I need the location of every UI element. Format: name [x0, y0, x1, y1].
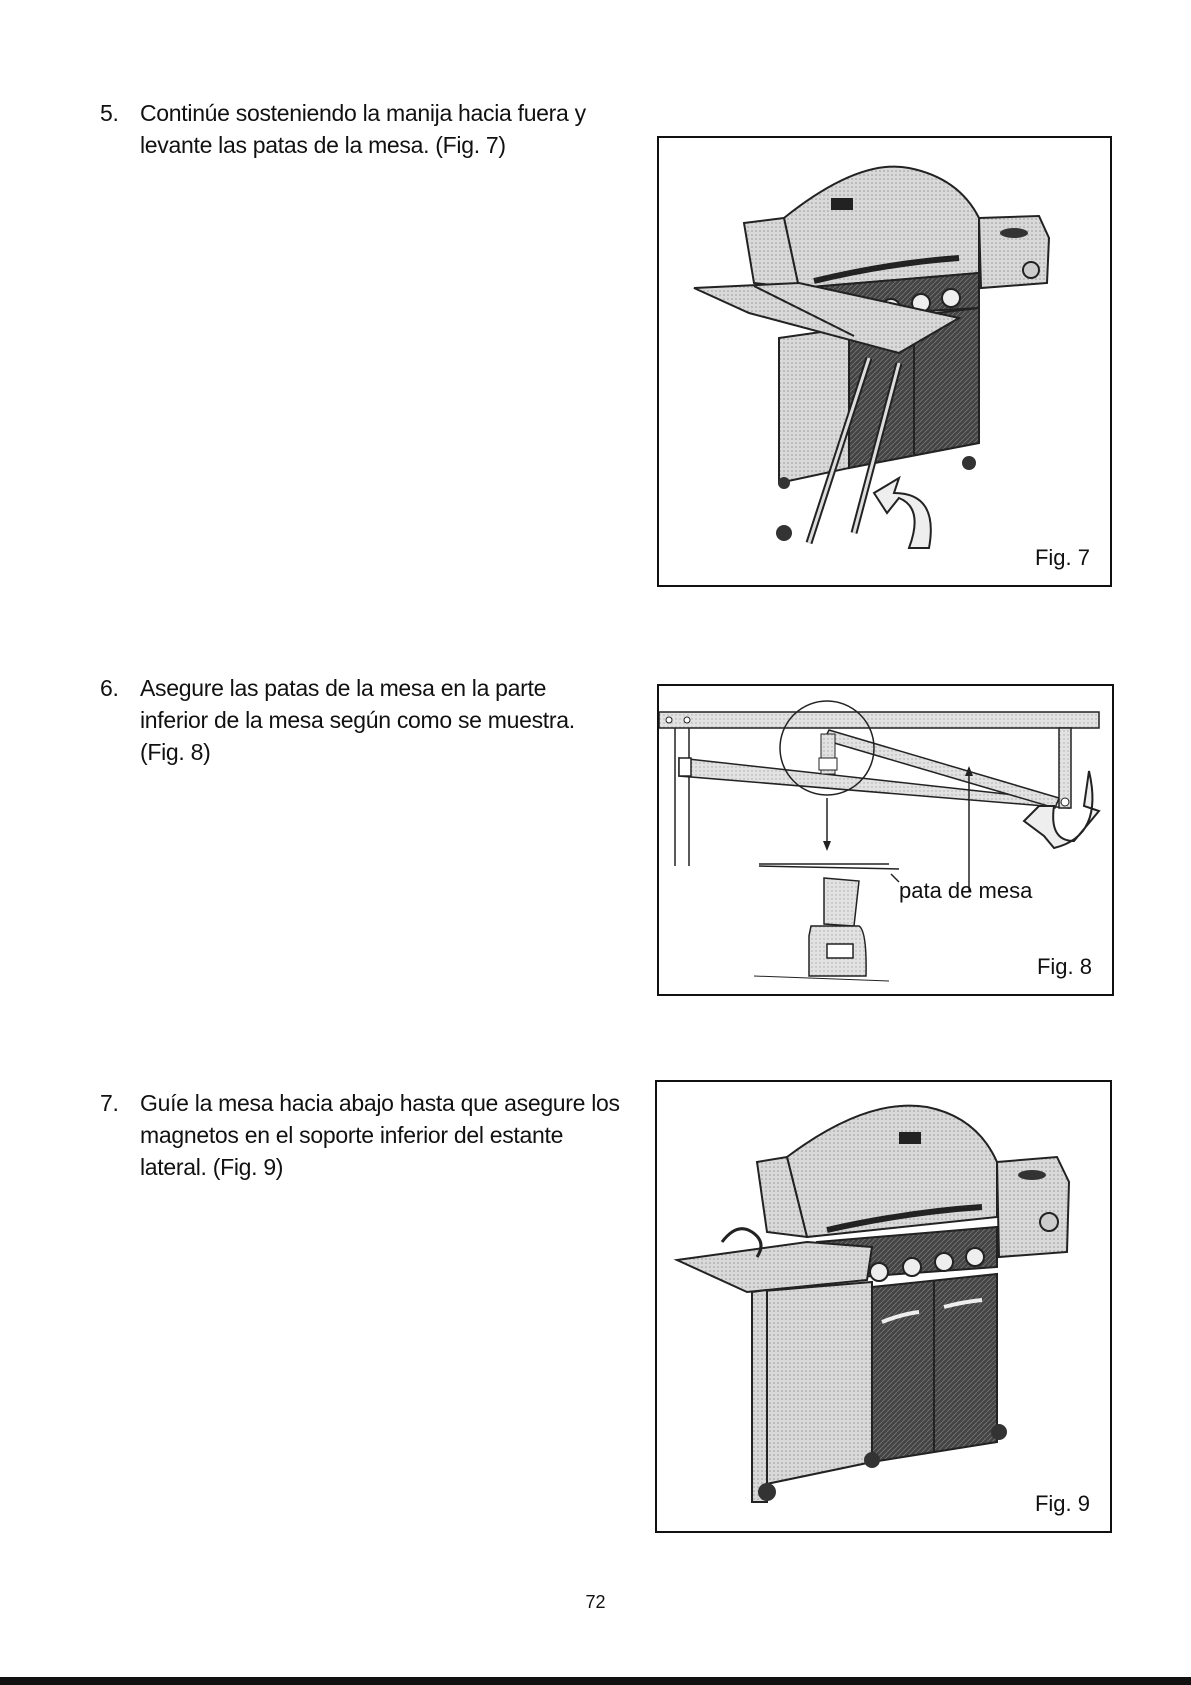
figure-9 [655, 1080, 1112, 1533]
grill-side-table-raised-illustration [659, 138, 1110, 585]
step-text: Asegure las patas de la mesa en la parte inferior de la mesa según como se muestra. (Fig. 8) [140, 675, 575, 765]
table-leg-detail-illustration [659, 686, 1112, 994]
table-leg-callout: pata de mesa [899, 878, 1033, 903]
bottom-border [0, 1677, 1191, 1685]
step-number: 6. [100, 675, 119, 701]
page-number: 72 [585, 1592, 606, 1612]
step-number: 7. [100, 1090, 119, 1116]
rotate-arrow-icon [874, 478, 931, 548]
step-text: Guíe la mesa hacia abajo hasta que asegure los magnetos en el soporte inferior del estante lateral. (Fig. 9) [140, 1090, 620, 1180]
down-arrow-icon [823, 841, 831, 851]
step-5 [100, 97, 620, 161]
figure-7 [657, 136, 1112, 587]
step-7 [100, 1087, 620, 1183]
figure-label: Fig. 8 [1036, 954, 1092, 979]
step-number: 5. [100, 100, 119, 126]
figure-8 [657, 684, 1114, 996]
step-6 [100, 672, 620, 768]
figure-label: Fig. 9 [1034, 1491, 1090, 1516]
grill-side-table-lowered-illustration [657, 1082, 1110, 1531]
step-text: Continúe sosteniendo la manija hacia fuera y levante las patas de la mesa. (Fig. 7) [140, 100, 586, 158]
figure-label: Fig. 7 [1034, 545, 1090, 570]
